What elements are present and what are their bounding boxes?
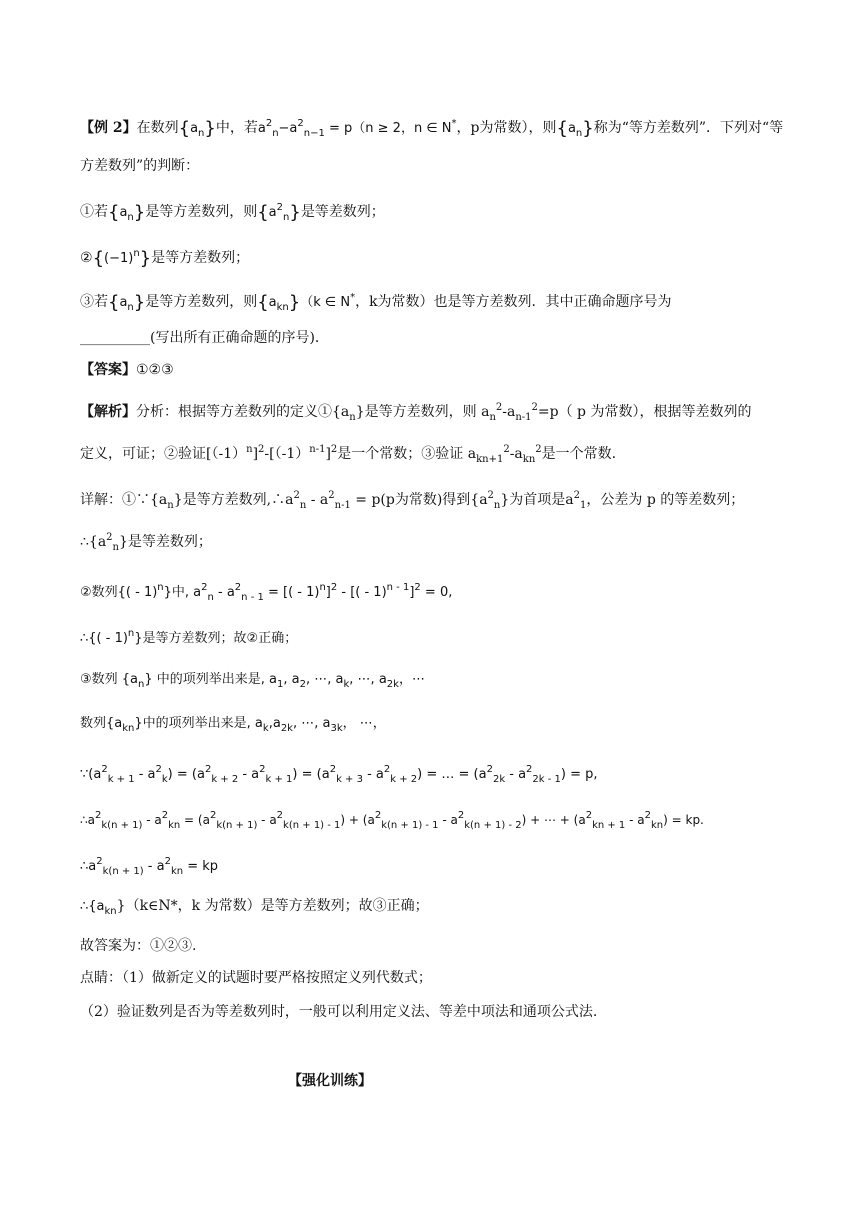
detail-line-3: ②数列{( - 1)$^n$}中, $a^2_n - a^2_{n - 1}$ = [( - 1)$^n$]$^2$ - [( - 1)$^{n - 1}$]$^2$ = 0, (80, 582, 453, 603)
equation-def: $a^2_n-a^2_{n-1} = p$ (257, 118, 353, 139)
detail-line-10: $\therefore\{a_{kn}\}(k\in N*$，k 为常数）是等方差数列；故③正确； (80, 898, 429, 917)
note-line-2: （2）验证数列是否为等差数列时，一般可以利用定义法、等差中项法和通项公式法. (80, 1004, 598, 1020)
detail-line-5: ③数列 $\{a_n\}$ 中的项列举出来是, $a_1$, $a_2$, ⋯, $a_k$, ⋯, $a_{2k}$，⋯ (80, 672, 425, 690)
analysis-line-1: 【解析】分析：根据等方差数列的定义$①\{a_n\}$是等方差数列，则 $a_n^2-a_{n-1}^2=p$（ p 为常数），根据等差数列的 (80, 402, 752, 423)
detail-line-4: ∴{( - 1)$^n$}是等方差数列；故②正确； (80, 628, 298, 646)
detail-conclusion: 故答案为：①②③. (80, 938, 197, 954)
statement-3-cont: __________(写出所有正确命题的序号)． (80, 330, 329, 346)
detail-line-6: 数列$\{a_{kn}\}$中的项列举出来是, $a_k,a_{2k}$, ⋯, $a_{3k}$， ⋯， (80, 716, 386, 734)
analysis-line-2: 定义，可证；②验证$[(-1)^n]^2-[(-1)^{n-1}]^2$是一个常数；③验证 $a_{kn+1}^2-a_{kn}^2$是一个常数. (80, 444, 617, 465)
analysis-label: 【解析】 (80, 404, 136, 420)
example-line-2: 方差数列”的判断： (80, 158, 200, 174)
section-title: 【强化训练】 (288, 1073, 372, 1089)
detail-line-8: $\therefore a^2_{k(n + 1)} - a^2_{kn} = (a^2_{k(n + 1)} - a^2_{k(n + 1) - 1}) + (a^2_{k(n + 1) - 1} - a^2_{k(n + 1) - 2})$ + ⋯ + $(a^2_{kn + 1} - a^2_{kn})$ = kp. (80, 810, 704, 831)
statement-1: ①若$\{a_n\}$是等方差数列，则$\{a^2_n\}$是等差数列； (80, 202, 385, 223)
answer-label: 【答案】 (80, 362, 136, 378)
detail-line-2: $\therefore\{a^2_n\}$是等差数列； (80, 532, 212, 553)
example-tag: 【例 2】 (80, 120, 137, 136)
example-line-1: 【例 2】在数列$\{a_n\}$中，若$a^2_n-a^2_{n-1} = p(n \ge 2$，n ∈ N*，p为常数），则$\{a_n\}$称为“等方差数列”．下列对“等 (80, 118, 784, 139)
answer-value: ①②③ (136, 362, 174, 378)
statement-3: ③若$\{a_n\}$是等方差数列，则$\{a_{kn}\}(k$ ∈ N*，k为常数）也是等方差数列．其中正确命题序号为 (80, 292, 672, 313)
statement-2: $②\{(-1)^n\}$是等方差数列； (80, 248, 250, 269)
detail-line-7: $\because(a^2_{k + 1} - a^2_k) = (a^2_{k + 2} - a^2_{k + 1}) = (a^2_{k + 3} - a^2_{k + 2})$ = … = $(a^2_{2k} - a^2_{2k - 1}) = p$, (80, 764, 598, 785)
answer-blank: __________ (80, 330, 150, 346)
note-line-1: 点睛：（1）做新定义的试题时要严格按照定义列代数式； (80, 970, 432, 986)
detail-line-9: $\therefore a^2_{k(n + 1)} - a^2_{kn}$ = kp (80, 856, 219, 877)
answer-line (80, 360, 174, 380)
detail-line-1: 详解：$①\because\{a_n\}$是等方差数列$,\therefore a^2_n - a^2_{n-1} = p(p$为常数)得到$\{a^2_n\}$为首项是$a^2_1$，公差为 p 的等差数列； (80, 490, 745, 511)
